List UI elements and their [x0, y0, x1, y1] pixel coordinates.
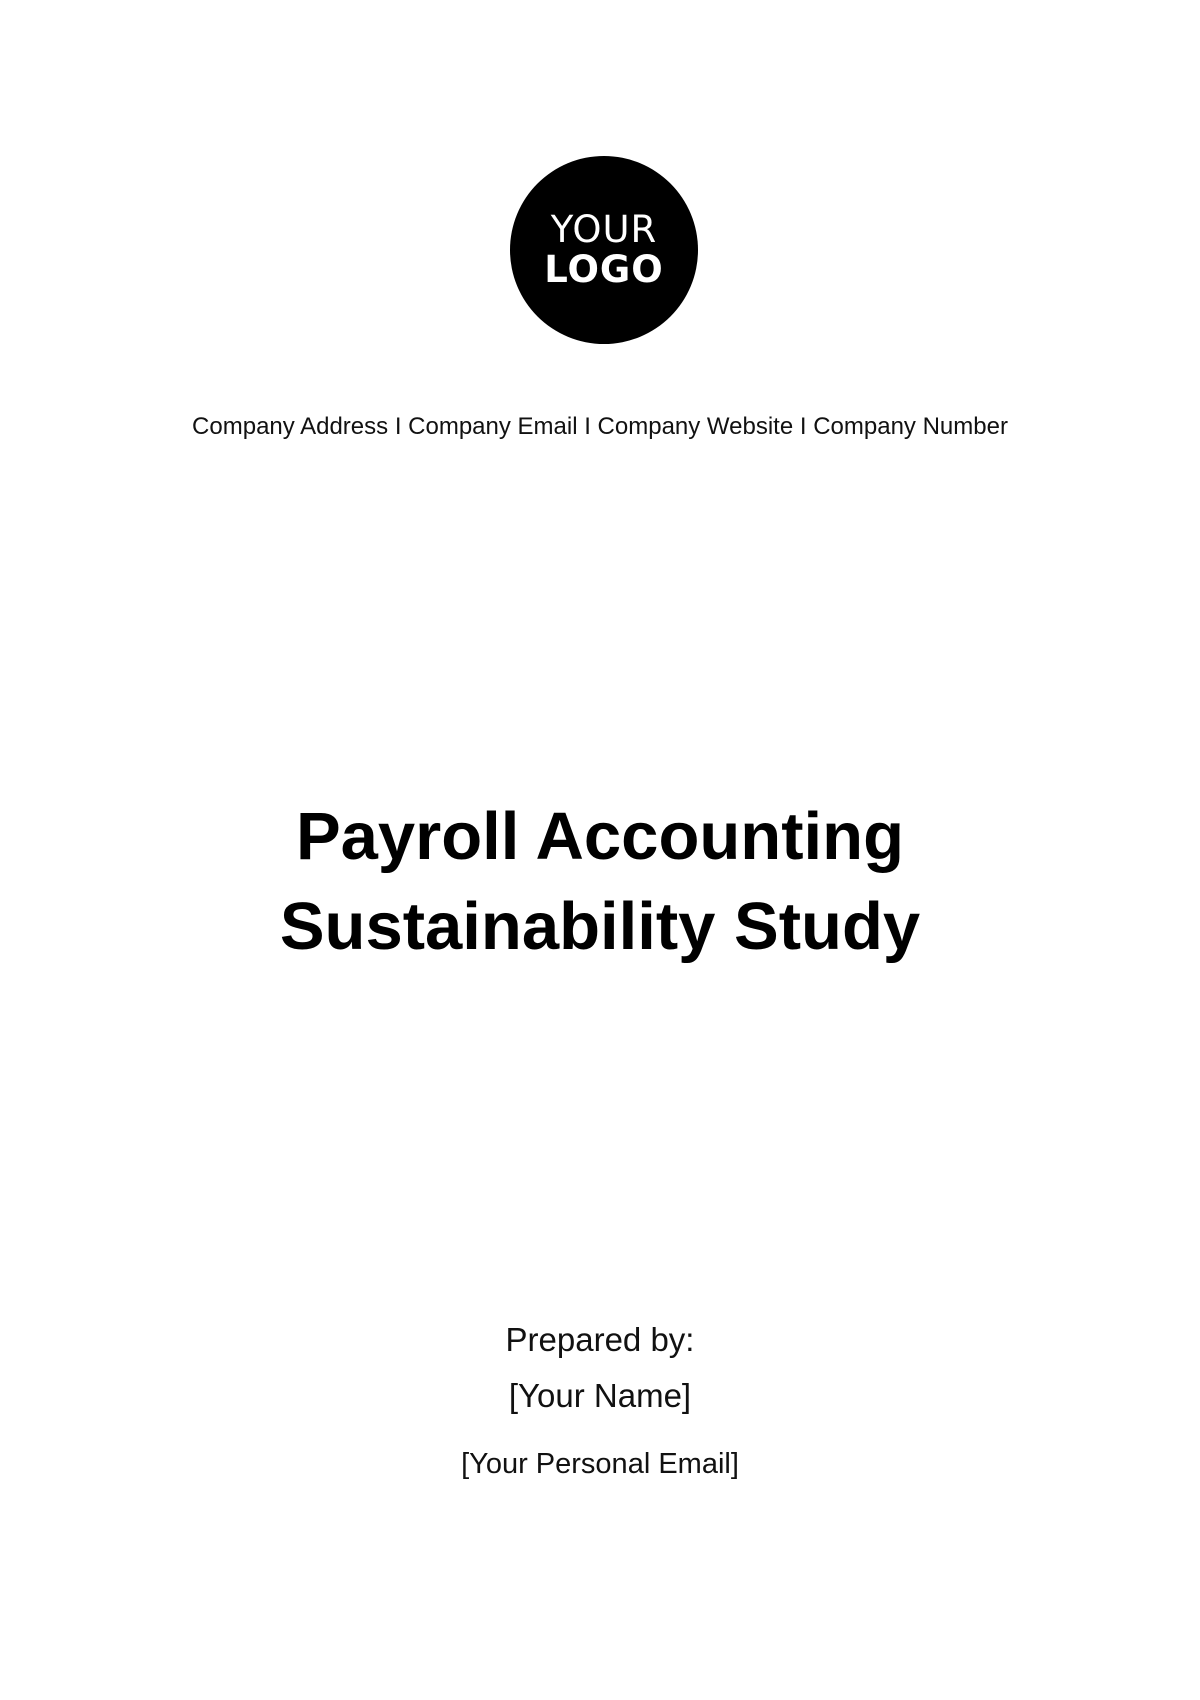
company-contact-line: Company Address I Company Email I Company Website I Company Number — [192, 413, 1008, 440]
prepared-by-label: Prepared by: — [505, 1321, 695, 1358]
logo-text-bottom: LOGO — [544, 248, 664, 291]
company-logo — [510, 156, 698, 344]
logo-text-top: YOUR — [550, 208, 658, 251]
preparer-email: [Your Personal Email] — [461, 1448, 739, 1480]
document-title — [0, 792, 1200, 972]
preparer-name: [Your Name] — [508, 1377, 692, 1414]
prepared-by-block — [0, 1312, 1200, 1424]
title-line-1: Payroll Accounting — [295, 799, 905, 874]
title-line-2: Sustainability Study — [279, 889, 921, 964]
